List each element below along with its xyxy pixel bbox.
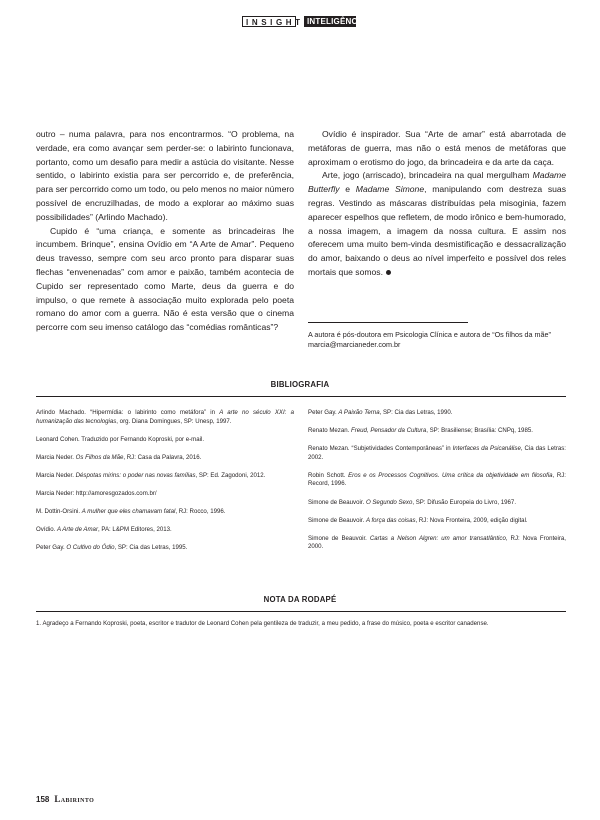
bibliography-entry bbox=[36, 409, 294, 426]
text-span: , SP: Cia das Letras, 1995. bbox=[114, 544, 188, 552]
work-title: Os Filhos da Mãe bbox=[75, 453, 124, 461]
bibliography-entry bbox=[308, 427, 566, 436]
text-span: Leonard Cohen. Traduzido por Fernando Koproski, por e-mail. bbox=[36, 435, 205, 443]
bibliography-entry bbox=[36, 508, 294, 517]
film-title: Madame Simone bbox=[355, 184, 425, 195]
bibliography-entry bbox=[308, 535, 566, 552]
work-title: Déspotas mirins: o poder nas novas famílias bbox=[75, 471, 196, 479]
article-right-column bbox=[308, 128, 566, 280]
text-span: Simone de Beauvoir. bbox=[308, 498, 366, 506]
text-span: Simone de Beauvoir. bbox=[308, 516, 366, 524]
bibliography-entry bbox=[36, 436, 294, 445]
text-span: , SP: Difusão Europeia do Livro, 1967. bbox=[412, 498, 517, 506]
end-mark-icon bbox=[386, 270, 391, 275]
page-footer bbox=[36, 794, 94, 804]
work-title: O Cultivo do Ódio bbox=[66, 544, 115, 552]
text-span: , RJ: Nova Fronteira, 2000. bbox=[308, 534, 567, 551]
text-span: M. Dottin-Orsini. bbox=[36, 508, 82, 516]
text-span: , RJ: Casa da Palavra, 2016. bbox=[123, 453, 202, 461]
work-title: A mulher que eles chamavam fatal bbox=[81, 508, 176, 516]
text-span: Peter Gay. bbox=[308, 409, 339, 416]
work-title: O Segundo Sexo bbox=[365, 498, 413, 506]
text-span: , org. Diana Domingues, SP: Unesp, 1997. bbox=[116, 417, 232, 425]
text-span: Peter Gay. bbox=[36, 544, 67, 552]
page-number: 158 bbox=[36, 795, 50, 804]
bibliography-right-column bbox=[308, 409, 566, 561]
work-title: A arte no século XXI: a humanização das tecnologias bbox=[36, 409, 294, 425]
text-span: Marcia Neder. bbox=[36, 471, 76, 479]
bibliography-entry bbox=[308, 517, 566, 526]
text-span: , SP: Cia das Letras, 1990. bbox=[379, 409, 453, 416]
paragraph: Ovídio é inspirador. Sua “Arte de amar” está abarrotada de metáforas de guerra, mas não o está menos de metáforas que aproximam o erotismo do jogo, da brincadeira e da arte da caça. bbox=[308, 129, 566, 167]
paragraph: Cupido é “uma criança, e somente as brincadeiras lhe incumbem. Brinque”, ensina Ovídio em “A Arte de Amar”. Pequeno deus travesso, sempre com seu arco pronto para disparar suas flechas “envenenadas” com amor e paixão, também acontecia de Cupido ser representado como Marte, deus da guerra e do impulso, o que remete à associação muito explorada pelo poeta romano do amor com a guerra. Não é esta versão que o cinema percorre com seu imenso catálogo das “comédias românticas”? bbox=[36, 225, 294, 333]
magazine-name: Labirinto bbox=[54, 794, 95, 804]
text-span: Arlindo Machado. “Hipermídia: o labirinto como metáfora” in bbox=[36, 409, 220, 416]
work-title: Freud, Pensador da Cultura bbox=[351, 427, 427, 435]
text-span: , SP: Ed. Zagodoni, 2012. bbox=[195, 471, 266, 479]
text-span: , Cia das Letras: 2002. bbox=[308, 445, 566, 461]
text-span: e bbox=[339, 184, 356, 195]
footnote-title: NOTA DA RODAPÉ bbox=[263, 595, 337, 604]
bibliography-entry bbox=[36, 544, 294, 553]
bibliography-entry bbox=[36, 490, 294, 499]
text-span: , RJ: Record, 1996. bbox=[308, 471, 566, 488]
text-span: Robin Schott. bbox=[308, 471, 349, 479]
section-tag: INTELIGÊNCIA bbox=[304, 16, 356, 27]
bibliography-entry bbox=[308, 409, 566, 418]
author-bio: A autora é pós-doutora em Psicologia Clínica e autora de “Os filhos da mãe” bbox=[308, 330, 551, 339]
article-left-column bbox=[36, 128, 294, 335]
bibliography-entry bbox=[36, 472, 294, 481]
text-span: Arte, jogo (arriscado), brincadeira na qual mergulham bbox=[322, 170, 533, 181]
bibliography-title: BIBLIOGRAFIA bbox=[270, 380, 330, 389]
insight-tag: INSIGHT bbox=[242, 16, 296, 27]
work-title: A Paixão Terna bbox=[338, 409, 380, 416]
bibliography-entry bbox=[36, 526, 294, 535]
bibliography-entry bbox=[308, 445, 566, 462]
section-header bbox=[242, 16, 366, 27]
work-title: A Arte de Amar bbox=[57, 526, 98, 534]
text-span: , PA: L&PM Editores, 2013. bbox=[97, 526, 172, 534]
bibliography-divider bbox=[36, 396, 566, 397]
bibliography-entry bbox=[308, 499, 566, 508]
text-span: , manipulando com destreza suas regras. Vestindo as máscaras distribuídas pela misoginia, fazem aparecer espelhos que refletem, de modo irônico e bem-humorado, a nossa imagem, a imagem da nossa cultura. E assim nos oferecem uma muito bem-vinda desmistificação e dessacralização do amor, baixando o deus ao nível imperfeito e possível dos reles mortais que somos. bbox=[308, 184, 567, 277]
work-title: Interfaces da Psicanálise bbox=[452, 445, 521, 453]
work-title: Eros e os Processos Cognitivos. Uma crítica da objetividade em filosofia bbox=[348, 471, 553, 479]
paragraph: outro – numa palavra, para nos encontrarmos. “O problema, na verdade, era como avançar sem perder-se: o labirinto funcionava, portanto, como um desafio para medir a astúcia do visitante. Nesse sentido, o labirinto existia para ser percorrido e, de preferência, para ser percorrido como um todo, ou pelo menos no maior número possível de encruzilhadas, de modo a explorar ao máximo suas possibilidades” (Arlindo Machado). bbox=[36, 129, 294, 222]
text-span: Renato Mezan. “Subjetividades Contemporâneas” in bbox=[308, 445, 453, 453]
text-span: Renato Mezan. bbox=[308, 427, 352, 435]
work-title: Cartas a Nelson Algren: um amor transatlântico bbox=[369, 534, 506, 542]
text-span: Marcia Neder: http://amoresgozados.com.br/ bbox=[36, 489, 157, 497]
author-email[interactable]: marcia@marcianeder.com.br bbox=[308, 340, 401, 349]
text-span: , SP: Brasiliense; Brasília: CNPq, 1985. bbox=[426, 427, 533, 435]
author-divider bbox=[308, 322, 468, 323]
footnote-divider bbox=[36, 611, 566, 612]
author-note bbox=[308, 330, 570, 350]
text-span: Ovídio. bbox=[36, 526, 57, 534]
bibliography-entry bbox=[36, 454, 294, 463]
text-span: Simone de Beauvoir. bbox=[308, 534, 370, 542]
bibliography-left-column bbox=[36, 409, 294, 562]
paragraph bbox=[308, 169, 566, 279]
text-span: Marcia Neder. bbox=[36, 453, 76, 461]
work-title: A força das coisas bbox=[365, 516, 416, 524]
footnote-text: 1. Agradeço a Fernando Koproski, poeta, escritor e tradutor de Leonard Cohen pela gentileza de traduzir, a meu pedido, a frase do músico, poeta e escritor canadense. bbox=[36, 620, 489, 627]
text-span: , RJ: Rocco, 1996. bbox=[175, 508, 226, 516]
film-title: Madame Butterfly bbox=[308, 170, 566, 195]
text-span: , RJ: Nova Fronteira, 2009, edição digital. bbox=[415, 516, 528, 524]
bibliography-entry bbox=[308, 472, 566, 489]
